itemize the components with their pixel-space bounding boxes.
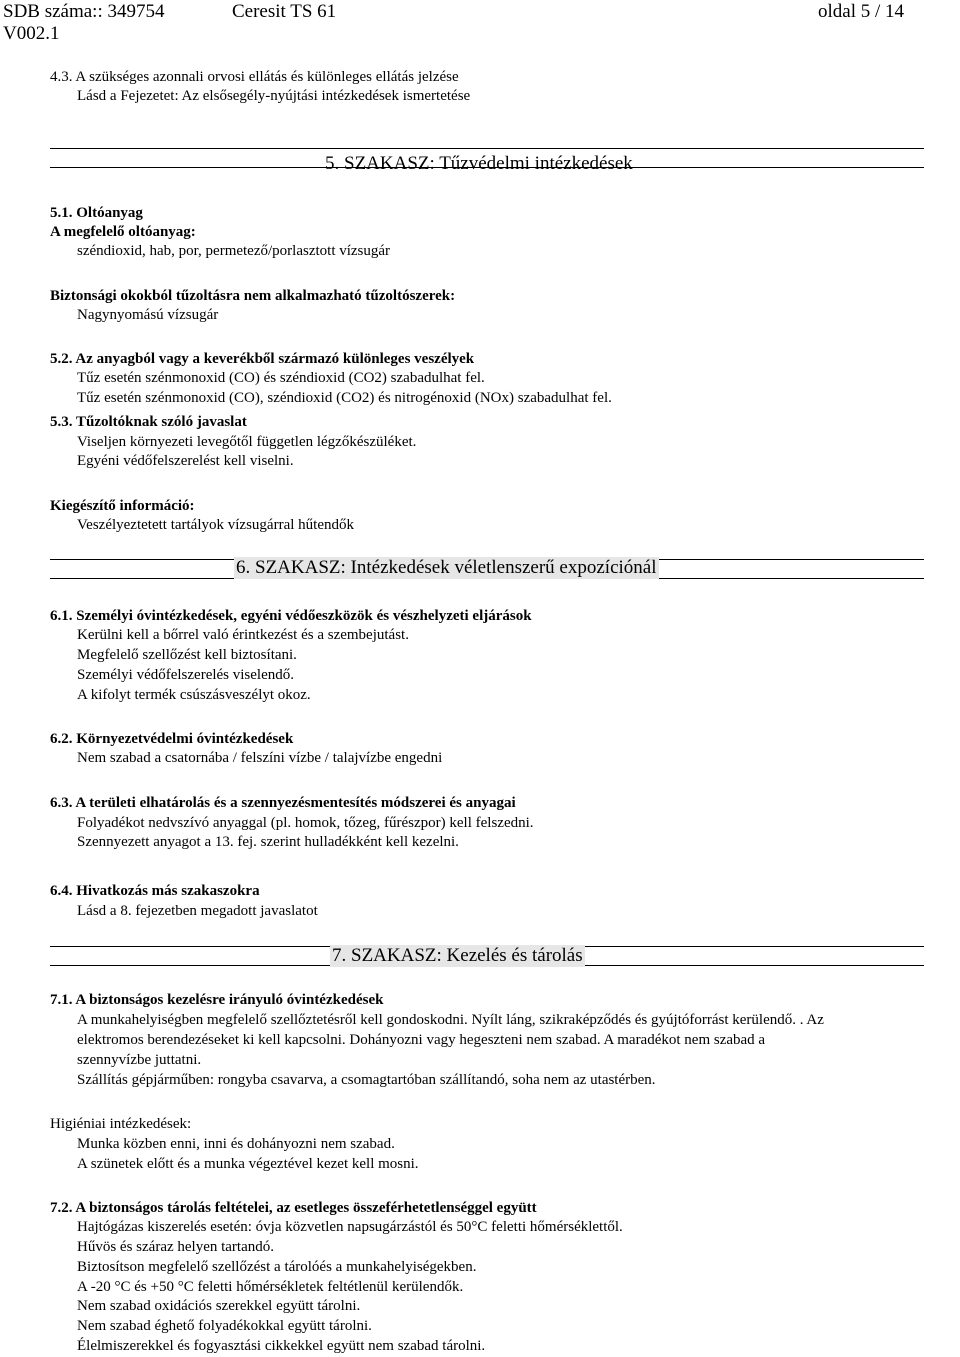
product-name: Ceresit TS 61 (232, 1, 337, 22)
s7-2-title: 7.2. A biztonságos tárolás feltételei, az esetleges összeférhetetlenséggel együtt (50, 1200, 537, 1216)
s5-1-title: 5.1. Oltóanyag (50, 205, 143, 221)
s7-1-line4: Szállítás gépjárműben: rongyba csavarva, a csomagtartóban szállítandó, soha nem az utastérben. (77, 1072, 656, 1088)
s5-3-line2: Egyéni védőfelszerelést kell viselni. (77, 453, 294, 469)
s7-2-line4: A -20 °C és +50 °C feletti hőmérsékletek feltétlenül kerülendők. (77, 1279, 464, 1295)
extra-info-text: Veszélyeztetett tartályok vízsugárral hűtendők (77, 517, 354, 533)
s7-2-line6: Nem szabad éghető folyadékokkal együtt tárolni. (77, 1318, 372, 1334)
s6-4-line1: Lásd a 8. fejezetben megadott javaslatot (77, 903, 318, 919)
s6-1-line1: Kerülni kell a bőrrel való érintkezést és a szembejutást. (77, 627, 409, 643)
s6-1-line4: A kifolyt termék csúszásveszélyt okoz. (77, 687, 311, 703)
s5-2-title: 5.2. Az anyagból vagy a keverékből származó különleges veszélyek (50, 351, 475, 367)
suitable-text: széndioxid, hab, por, permetező/porlasztott vízsugár (77, 243, 391, 259)
s5-3-title: 5.3. Tűzoltóknak szóló javaslat (50, 414, 247, 430)
unsuitable-text: Nagynyomású vízsugár (77, 307, 219, 323)
s5-3-line1: Viseljen környezeti levegőtől független légzőkészüléket. (77, 434, 417, 450)
s6-4-title: 6.4. Hivatkozás más szakaszokra (50, 883, 260, 899)
extra-info-label: Kiegészítő információ: (50, 498, 195, 514)
hygiene-line2: A szünetek előtt és a munka végeztével kezet kell mosni. (77, 1156, 419, 1172)
s4-3-title: 4.3. A szükséges azonnali orvosi ellátás és különleges ellátás jelzése (50, 69, 459, 85)
s6-2-title: 6.2. Környezetvédelmi óvintézkedések (50, 731, 294, 747)
hygiene-label: Higiéniai intézkedések: (50, 1116, 192, 1132)
s6-1-line3: Személyi védőfelszerelés viselendő. (77, 667, 295, 683)
sdb-number: SDB száma:: 349754 (3, 1, 165, 22)
s6-3-line1: Folyadékot nedvszívó anyaggal (pl. homok, tőzeg, fűrészpor) kell felszedni. (77, 815, 534, 831)
page-number: oldal 5 / 14 (818, 1, 905, 22)
section5-heading: 5. SZAKASZ: Tűzvédelmi intézkedések (325, 153, 633, 174)
unsuitable-label: Biztonsági okokból tűzoltásra nem alkalmazható tűzoltószerek: (50, 288, 456, 304)
s7-1-line3: szennyvízbe juttatni. (77, 1052, 202, 1068)
s6-2-line1: Nem szabad a csatornába / felszíni vízbe / talajvízbe engedni (77, 750, 443, 766)
s7-2-line5: Nem szabad oxidációs szerekkel együtt tárolni. (77, 1298, 361, 1314)
s7-2-line1: Hajtógázas kiszerelés esetén: óvja közvetlen napsugárzástól és 50°C feletti hőmérséklettől. (77, 1219, 623, 1235)
s7-1-title: 7.1. A biztonságos kezelésre irányuló óvintézkedések (50, 992, 384, 1008)
s7-2-line7: Élelmiszerekkel és fogyasztási cikkekkel együtt nem szabad tárolni. (77, 1338, 486, 1354)
section7-heading: 7. SZAKASZ: Kezelés és tárolás (332, 945, 583, 966)
version: V002.1 (3, 23, 60, 44)
s7-1-line1: A munkahelyiségben megfelelő szellőztetésről kell gondoskodni. Nyílt láng, szikraképződés és gyújtóforrást kerülendő. . Az (77, 1012, 824, 1028)
s7-2-line3: Biztosítson megfelelő szellőzést a tárolóés a munkahelyiségekben. (77, 1259, 477, 1275)
s4-3-text: Lásd a Fejezetet: Az elsősegély-nyújtási intézkedések ismertetése (77, 88, 471, 104)
s7-1-line2: elektromos berendezéseket ki kell kapcsolni. Dohányozni vagy hegeszteni nem szabad. A maradékot nem szabad a (77, 1032, 766, 1048)
suitable-label: A megfelelő oltóanyag: (50, 224, 196, 240)
hygiene-line1: Munka közben enni, inni és dohányozni nem szabad. (77, 1136, 395, 1152)
s6-1-line2: Megfelelő szellőzést kell biztosítani. (77, 647, 297, 663)
section6-heading: 6. SZAKASZ: Intézkedések véletlenszerű expozíciónál (236, 557, 657, 578)
s5-2-line1: Tűz esetén szénmonoxid (CO) és széndioxid (CO2) szabadulhat fel. (77, 370, 485, 386)
s6-1-title: 6.1. Személyi óvintézkedések, egyéni védőeszközök és vészhelyzeti eljárások (50, 608, 532, 624)
s6-3-line2: Szennyezett anyagot a 13. fej. szerint hulladékként kell kezelni. (77, 834, 459, 850)
s6-3-title: 6.3. A területi elhatárolás és a szennyezésmentesítés módszerei és anyagai (50, 795, 516, 811)
s5-2-line2: Tűz esetén szénmonoxid (CO), széndioxid (CO2) és nitrogénoxid (NOx) szabadulhat fel. (77, 390, 612, 406)
s7-2-line2: Hűvös és száraz helyen tartandó. (77, 1239, 275, 1255)
